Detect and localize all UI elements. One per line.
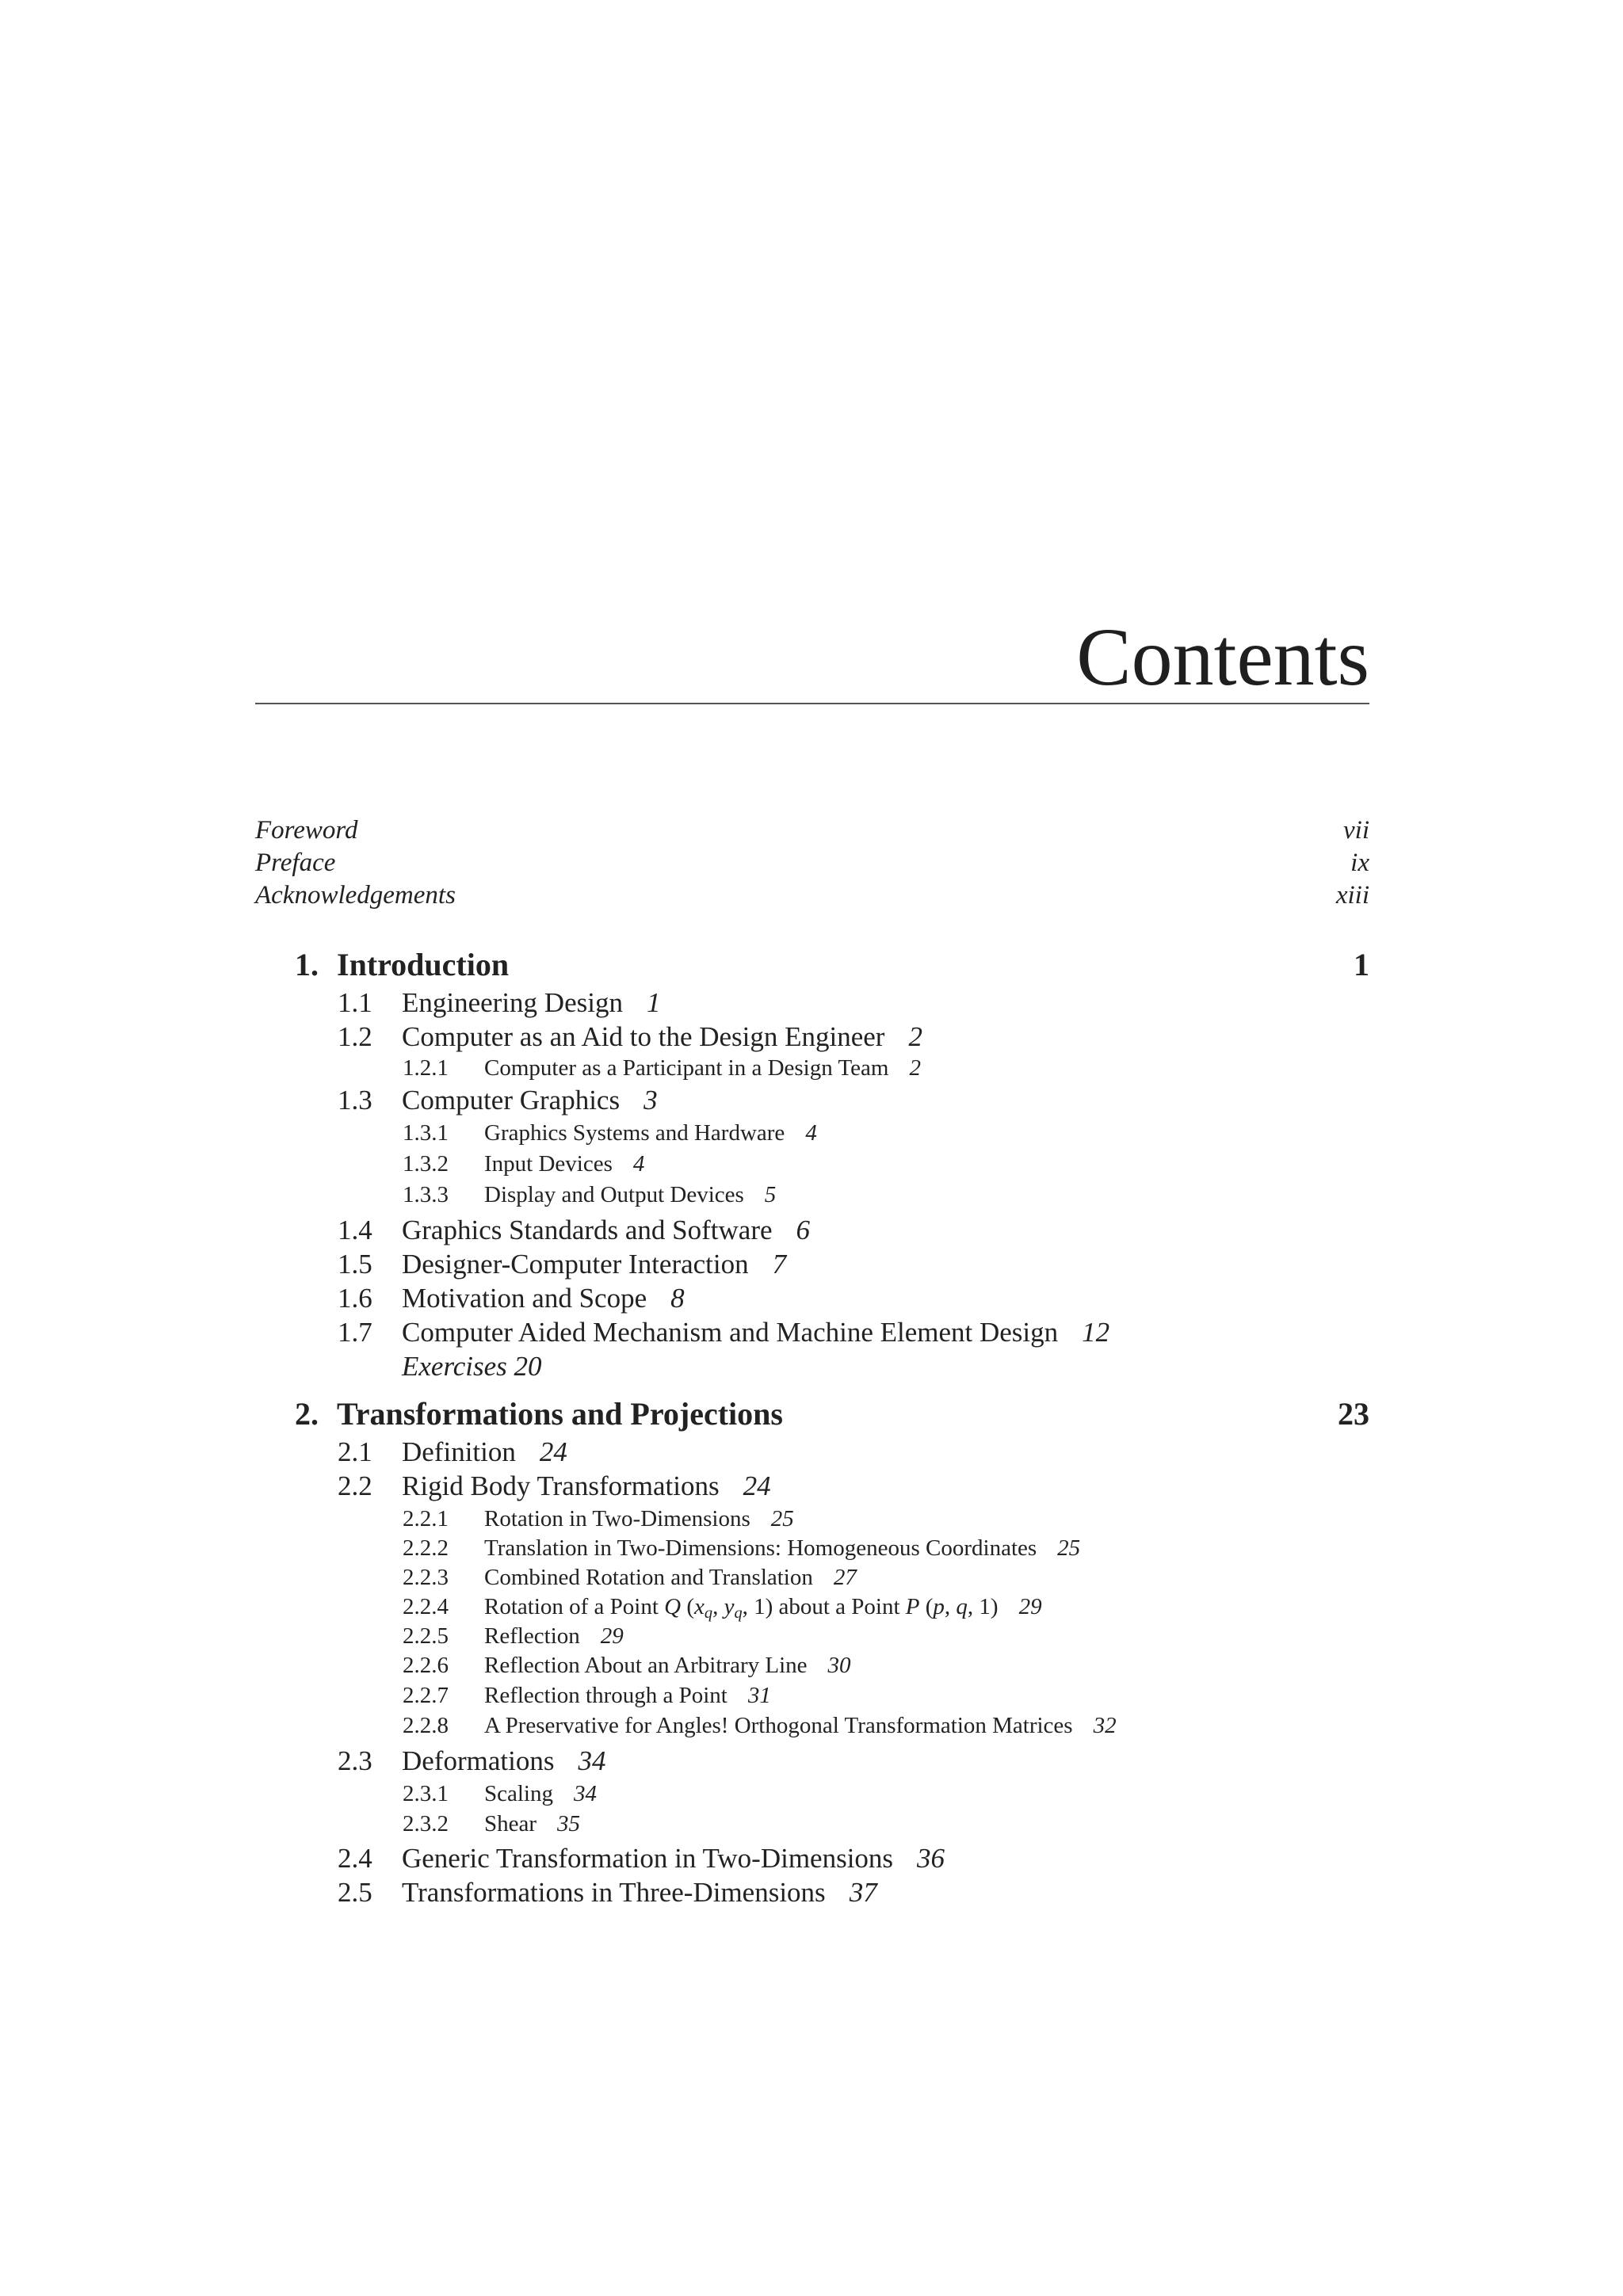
front-matter-label: Foreword xyxy=(255,816,358,845)
entry-page: 2 xyxy=(908,1021,922,1052)
entry-title: Rigid Body Transformations xyxy=(402,1470,720,1501)
entry-title: Computer as an Aid to the Design Engineer xyxy=(402,1021,885,1052)
entry-number: 1.3.3 xyxy=(403,1182,449,1207)
entry-title: Designer-Computer Interaction xyxy=(402,1249,749,1280)
entry-number: 1.6 xyxy=(338,1283,372,1314)
entry-page: 25 xyxy=(770,1506,794,1531)
entry-number: 2.2.8 xyxy=(403,1713,449,1738)
entry-page: 2 xyxy=(909,1055,921,1081)
entry-page: 8 xyxy=(670,1283,685,1314)
title-rule xyxy=(255,703,1369,704)
entry-page: 34 xyxy=(574,1781,597,1806)
entry-number: 2.4 xyxy=(338,1843,372,1874)
entry-number: 2.2.1 xyxy=(403,1506,449,1531)
entry-title: A Preservative for Angles! Orthogonal Transformation Matrices xyxy=(484,1713,1073,1738)
entry-number: 1.7 xyxy=(338,1317,372,1348)
entry-page: 29 xyxy=(1018,1594,1042,1619)
entry-page: 1 xyxy=(646,987,661,1018)
exercises-entry[interactable]: Exercises 20 xyxy=(402,1351,542,1382)
entry-number: 2.2.7 xyxy=(403,1683,449,1708)
front-matter-page: vii xyxy=(1343,816,1369,845)
entry-page: 25 xyxy=(1057,1535,1081,1561)
entry-title: Computer Graphics xyxy=(402,1085,621,1116)
entry-title: Generic Transformation in Two-Dimensions xyxy=(402,1843,894,1874)
chapter-page: 23 xyxy=(1338,1396,1369,1432)
entry-page: 7 xyxy=(772,1249,787,1280)
front-matter-page: ix xyxy=(1350,849,1369,877)
entry-title: Deformations xyxy=(402,1745,555,1776)
entry-number: 1.5 xyxy=(338,1249,372,1280)
entry-title: Transformations in Three-Dimensions xyxy=(402,1877,826,1908)
front-matter-label: Preface xyxy=(255,849,336,877)
entry-number: 2.3.2 xyxy=(403,1811,449,1836)
entry-title: Rotation in Two-Dimensions xyxy=(484,1506,750,1531)
entry-number: 2.3.1 xyxy=(403,1781,449,1806)
entry-page: 12 xyxy=(1082,1317,1110,1348)
entry-title: Engineering Design xyxy=(402,987,623,1018)
entry-number: 2.1 xyxy=(338,1436,372,1467)
entry-title: Motivation and Scope xyxy=(402,1283,647,1314)
entry-number: 2.2.6 xyxy=(403,1653,449,1678)
entry-title: Rotation of a Point Q ($x_q$, $y_q$, 1) about a Point P (p, q, 1) 29 xyxy=(484,1594,1042,1623)
entry-number: 1.2.1 xyxy=(403,1055,449,1081)
entry-title: Graphics Systems and Hardware xyxy=(484,1120,785,1146)
entry-number: 2.2.4 xyxy=(403,1594,449,1619)
chapter-page: 1 xyxy=(1354,947,1369,982)
entry-page: 6 xyxy=(796,1215,811,1245)
entry-title: Display and Output Devices xyxy=(484,1182,744,1207)
entry-page: 37 xyxy=(849,1877,877,1908)
entry-number: 2.3 xyxy=(338,1745,372,1776)
entry-number: 1.3.1 xyxy=(403,1120,449,1146)
entry-page: 27 xyxy=(833,1565,857,1590)
entry-title: Computer as a Participant in a Design Team xyxy=(484,1055,889,1081)
front-matter-preface[interactable] xyxy=(255,850,1369,876)
entry-page: 32 xyxy=(1093,1713,1117,1738)
entry-page: 24 xyxy=(539,1436,567,1467)
entry-number: 2.2 xyxy=(338,1470,372,1501)
entry-page: 29 xyxy=(600,1623,624,1649)
entry-title: Reflection xyxy=(484,1623,580,1649)
front-matter-foreword[interactable] xyxy=(255,818,1369,844)
entry-title: Scaling xyxy=(484,1781,553,1806)
entry-number: 1.4 xyxy=(338,1215,372,1245)
entry-page: 35 xyxy=(557,1811,581,1836)
entry-page: 4 xyxy=(805,1120,817,1146)
entry-page: 3 xyxy=(643,1085,658,1116)
entry-title: Graphics Standards and Software xyxy=(402,1215,773,1245)
entry-title: Reflection through a Point xyxy=(484,1683,727,1708)
entry-page: 4 xyxy=(632,1151,645,1177)
page-title: Contents xyxy=(1076,612,1369,703)
entry-number: 1.1 xyxy=(338,987,372,1018)
entry-page: 24 xyxy=(743,1470,771,1501)
entry-page: 31 xyxy=(747,1683,771,1708)
chapter-number: 1. xyxy=(295,947,319,982)
entry-title: Combined Rotation and Translation xyxy=(484,1565,813,1590)
entry-number: 1.3 xyxy=(338,1085,372,1116)
front-matter-label: Acknowledgements xyxy=(255,881,456,910)
entry-title: Computer Aided Mechanism and Machine Element Design xyxy=(402,1317,1059,1348)
entry-title: Translation in Two-Dimensions: Homogeneous Coordinates xyxy=(484,1535,1037,1561)
entry-page: 30 xyxy=(827,1653,851,1678)
entry-number: 2.5 xyxy=(338,1877,372,1908)
entry-number: 1.2 xyxy=(338,1021,372,1052)
entry-number: 2.2.5 xyxy=(403,1623,449,1649)
entry-title: Reflection About an Arbitrary Line xyxy=(484,1653,808,1678)
entry-number: 2.2.3 xyxy=(403,1565,449,1590)
entry-page: 5 xyxy=(764,1182,777,1207)
chapter-title: Transformations and Projections xyxy=(337,1396,783,1432)
entry-title: Input Devices xyxy=(484,1151,613,1177)
entry-title: Definition xyxy=(402,1436,516,1467)
chapter-number: 2. xyxy=(295,1396,319,1432)
front-matter-page: xiii xyxy=(1335,881,1369,910)
entry-title: Shear xyxy=(484,1811,537,1836)
front-matter-acknowledgements[interactable] xyxy=(255,883,1369,909)
entry-number: 1.3.2 xyxy=(403,1151,449,1177)
entry-number: 2.2.2 xyxy=(403,1535,449,1561)
chapter-title: Introduction xyxy=(337,947,510,982)
entry-page: 36 xyxy=(917,1843,945,1874)
entry-page: 34 xyxy=(578,1745,606,1776)
